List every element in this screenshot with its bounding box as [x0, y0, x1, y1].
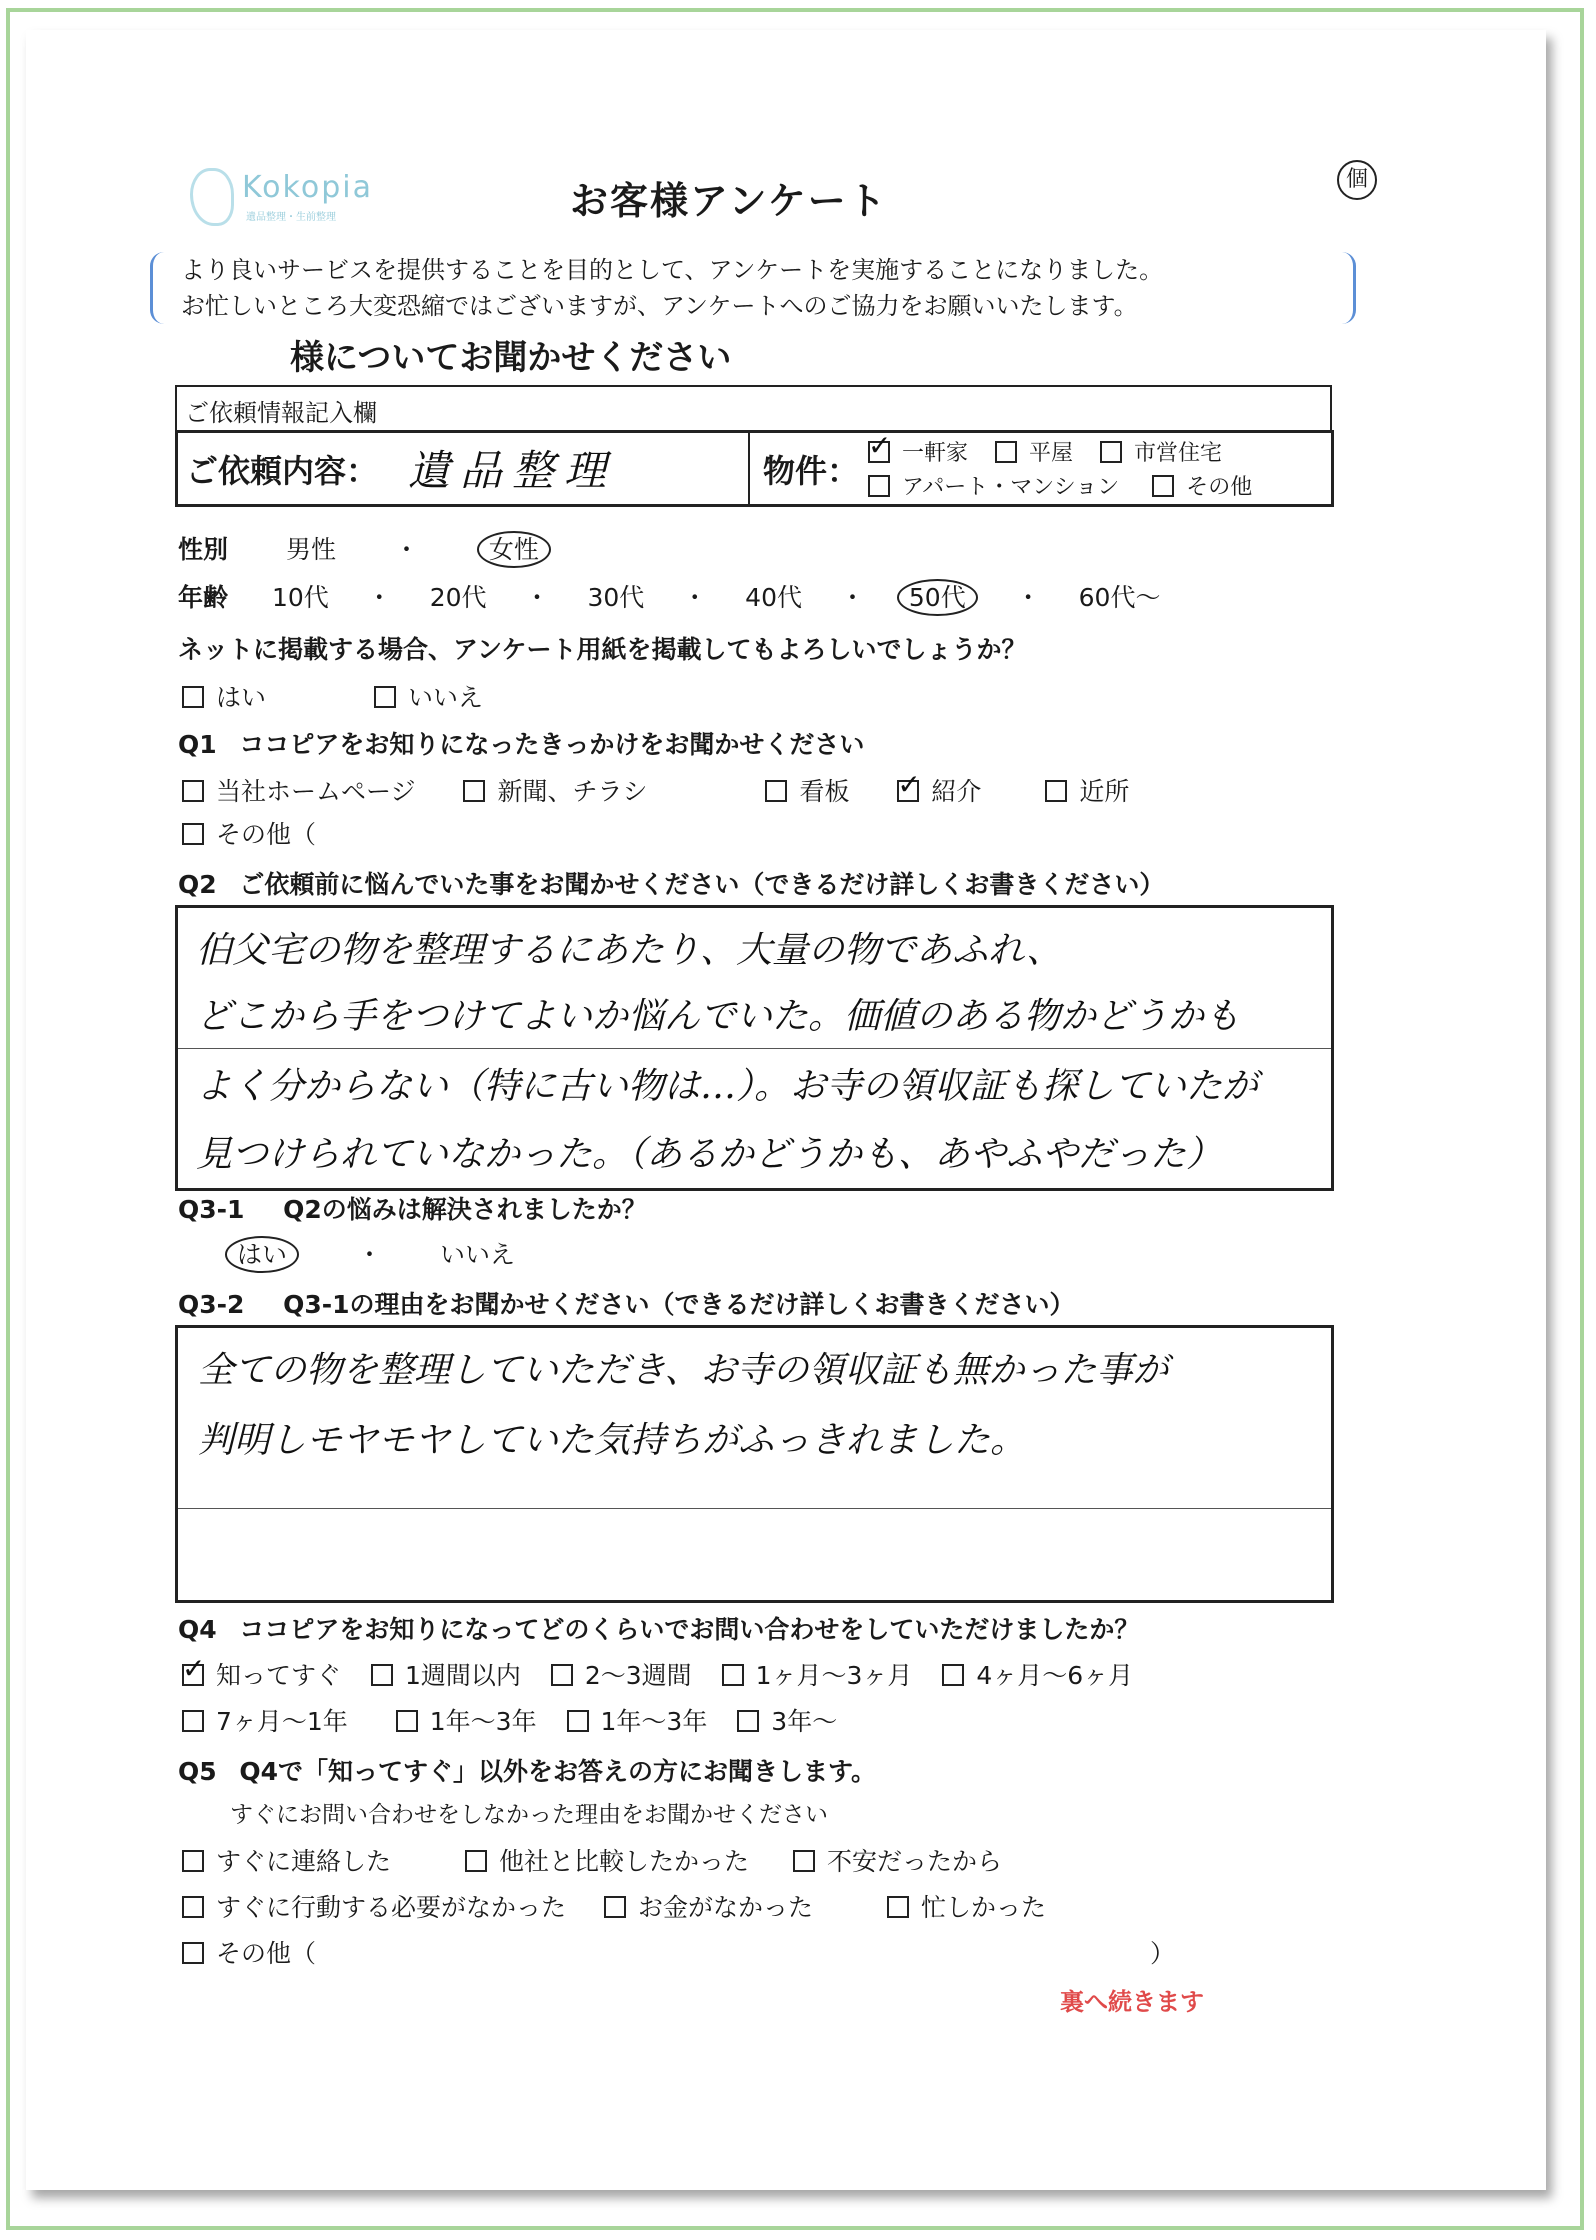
q5-option-no-money[interactable]: お金がなかった: [604, 1893, 813, 1922]
checkbox-icon[interactable]: [182, 1896, 204, 1918]
q2-answer-box[interactable]: [175, 905, 1334, 1191]
gender-option-female[interactable]: 女性: [477, 531, 551, 568]
age-option-40s[interactable]: 40代: [745, 583, 802, 612]
q4-question: ココピアをお知りになってどのくらいでお問い合わせをしていただけましたか？: [239, 1615, 1140, 1644]
publish-options: [182, 678, 483, 714]
checkbox-icon[interactable]: [793, 1850, 815, 1872]
property-checkbox-bungalow[interactable]: 平屋: [995, 441, 1073, 466]
q2-answer-line-1: 伯父宅の物を整理するにあたり、大量の物であふれ、: [196, 930, 1063, 971]
separator: ・: [524, 583, 550, 612]
checkbox-icon[interactable]: [995, 441, 1017, 463]
q4-option-within-1-week[interactable]: 1週間以内: [371, 1661, 521, 1690]
checkbox-icon[interactable]: [182, 780, 204, 802]
checkbox-icon[interactable]: [765, 780, 787, 802]
q3-2-answer-line-2: 判明しモヤモヤしていた気持ちがふっきれました。: [198, 1420, 1027, 1461]
q5-subquestion: すぐにお問い合わせをしなかった理由をお聞かせください: [230, 1802, 828, 1828]
publish-no-checkbox[interactable]: いいえ: [374, 683, 483, 712]
q3-2-answer-box[interactable]: [175, 1325, 1334, 1603]
gender-row: [178, 530, 551, 566]
q1-options-row-1: [182, 772, 1129, 808]
property-checkbox-other[interactable]: その他: [1152, 475, 1252, 500]
checkbox-icon[interactable]: [182, 1942, 204, 1964]
checkbox-icon[interactable]: [465, 1850, 487, 1872]
q3-2-question: Q3-1の理由をお聞かせください（できるだけ詳しくお書きください）: [283, 1290, 1075, 1319]
q4-number: Q4: [178, 1615, 217, 1644]
q4-option-4-6-months[interactable]: 4ヶ月〜6ヶ月: [942, 1661, 1133, 1690]
intro-text: [150, 252, 1356, 324]
q4-option-7-months-1-year[interactable]: 7ヶ月〜1年: [182, 1707, 348, 1736]
age-option-20s[interactable]: 20代: [429, 583, 487, 612]
q1-option-other[interactable]: その他（: [182, 820, 316, 849]
q5-option-other[interactable]: その他（: [182, 1939, 316, 1968]
q5-option-contacted-immediately[interactable]: すぐに連絡した: [182, 1847, 391, 1876]
continued-note: 裏へ続きます: [1060, 1988, 1204, 2016]
q5-options-row-2: [182, 1888, 1046, 1924]
q1-option-homepage[interactable]: 当社ホームページ: [182, 777, 416, 806]
property-label: 物件：: [763, 452, 860, 490]
q4-options-row-1: [182, 1656, 1133, 1692]
q5-heading: [178, 1752, 876, 1788]
checkbox-icon[interactable]: [182, 1850, 204, 1872]
checkbox-icon[interactable]: [722, 1664, 744, 1686]
gender-label: 性別: [178, 535, 229, 564]
checkbox-icon[interactable]: [1045, 780, 1067, 802]
q2-answer-line-3: よく分からない（特に古い物は…）。お寺の領収証も探していたが: [196, 1066, 1259, 1107]
checkbox-icon[interactable]: [182, 1664, 204, 1686]
checkbox-icon[interactable]: [182, 823, 204, 845]
q3-1-number: Q3-1: [178, 1195, 245, 1224]
q5-option-anxious[interactable]: 不安だったから: [793, 1847, 1002, 1876]
separator: ・: [356, 1240, 382, 1269]
checkbox-icon[interactable]: [551, 1664, 573, 1686]
q5-number: Q5: [178, 1757, 217, 1786]
checkbox-icon[interactable]: [182, 1710, 204, 1732]
separator: ・: [1015, 583, 1041, 612]
checkbox-icon[interactable]: [604, 1896, 626, 1918]
publish-question: ネットに掲載する場合、アンケート用紙を掲載してもよろしいでしょうか？: [178, 635, 1027, 664]
q4-option-1-3-years-b[interactable]: 1年〜3年: [567, 1707, 708, 1736]
checkbox-icon[interactable]: [1100, 441, 1122, 463]
survey-title: お客様アンケート: [570, 179, 888, 223]
separator: ・: [682, 583, 708, 612]
q4-option-immediately[interactable]: ✓知ってすぐ: [182, 1661, 341, 1690]
divider: [178, 1048, 1331, 1049]
separator: ・: [839, 583, 865, 612]
age-row: [178, 578, 1160, 614]
checkbox-icon[interactable]: [396, 1710, 418, 1732]
q3-1-option-no[interactable]: いいえ: [439, 1240, 515, 1269]
q1-heading: [178, 725, 864, 761]
separator: ・: [366, 583, 392, 612]
age-option-60s[interactable]: 60代〜: [1078, 583, 1161, 612]
q4-option-2-3-weeks[interactable]: 2〜3週間: [551, 1661, 692, 1690]
q5-options-row-1: [182, 1842, 1002, 1878]
q4-option-3-years-plus[interactable]: 3年〜: [737, 1707, 837, 1736]
request-content-label: ご依頼内容：: [186, 452, 379, 490]
q2-answer-line-2: どこから手をつけてよいか悩んでいた。価値のある物かどうかも: [196, 996, 1241, 1037]
checkbox-icon[interactable]: [1152, 475, 1174, 497]
q1-option-newspaper[interactable]: 新聞、チラシ: [463, 777, 647, 806]
q4-option-1-3-months[interactable]: 1ヶ月〜3ヶ月: [722, 1661, 913, 1690]
q3-2-heading: [178, 1285, 1075, 1321]
checkbox-icon[interactable]: [463, 780, 485, 802]
q3-1-option-yes[interactable]: はい: [225, 1236, 299, 1273]
publish-yes-checkbox[interactable]: はい: [182, 683, 266, 712]
q5-option-busy[interactable]: 忙しかった: [887, 1893, 1046, 1922]
intro-line-1: より良いサービスを提供することを目的として、アンケートを実施することになりました。: [181, 256, 1164, 284]
property-checkbox-apartment[interactable]: アパート・マンション: [868, 475, 1119, 500]
age-label: 年齢: [178, 583, 229, 612]
q4-heading: [178, 1610, 1139, 1646]
property-checkbox-house[interactable]: ✓ 一軒家: [868, 441, 968, 466]
q1-option-signboard[interactable]: 看板: [765, 777, 849, 806]
checkbox-icon[interactable]: [374, 686, 396, 708]
checkbox-icon[interactable]: [567, 1710, 589, 1732]
checkbox-icon[interactable]: [182, 686, 204, 708]
q1-option-referral[interactable]: ✓ 紹介: [897, 777, 981, 806]
age-option-50s[interactable]: 50代: [897, 579, 978, 616]
q1-option-neighborhood[interactable]: 近所: [1045, 777, 1129, 806]
q3-1-options: [225, 1235, 515, 1271]
intro-line-2: お忙しいところ大変恐縮ではございますが、アンケートへのご協力をお願いいたします。: [181, 292, 1138, 320]
personal-mark: 個: [1337, 160, 1377, 200]
section-heading: 様についてお聞かせください: [290, 338, 732, 378]
q1-question: ココピアをお知りになったきっかけをお聞かせください: [239, 730, 865, 759]
q4-option-1-3-years-a[interactable]: 1年〜3年: [396, 1707, 537, 1736]
checkbox-icon[interactable]: [868, 475, 890, 497]
gender-option-male[interactable]: 男性: [285, 535, 336, 564]
request-info-caption: ご依頼情報記入欄: [185, 399, 377, 427]
q2-question: ご依頼前に悩んでいた事をお聞かせください（できるだけ詳しくお書きください）: [239, 870, 1165, 899]
q2-heading: [178, 865, 1164, 901]
checkbox-icon[interactable]: [868, 441, 890, 463]
q3-1-heading: [178, 1190, 647, 1226]
checkbox-icon[interactable]: [371, 1664, 393, 1686]
divider: [178, 1508, 1331, 1509]
q1-number: Q1: [178, 730, 217, 759]
q3-2-number: Q3-2: [178, 1290, 245, 1319]
request-info-box: [175, 430, 1334, 507]
q5-option-compare-others[interactable]: 他社と比較したかった: [465, 1847, 749, 1876]
age-option-10s[interactable]: 10代: [271, 583, 329, 612]
request-info-header: [175, 385, 1332, 433]
q4-options-row-2: [182, 1702, 837, 1738]
property-options-row-2: [868, 470, 1252, 501]
separator: ・: [393, 535, 419, 564]
request-content-value[interactable]: 遺品整理: [408, 446, 617, 495]
q5-other-close: ）: [1150, 1939, 1176, 1968]
age-option-30s[interactable]: 30代: [587, 583, 645, 612]
property-checkbox-public-housing[interactable]: 市営住宅: [1100, 441, 1222, 466]
q5-options-row-3: [182, 1934, 316, 1970]
leaf-icon: [190, 168, 234, 226]
logo-name: Kokopia: [242, 170, 373, 205]
q1-options-row-2: [182, 815, 316, 851]
checkbox-icon[interactable]: [737, 1710, 759, 1732]
property-options-row-1: [868, 436, 1222, 467]
q3-1-question: Q2の悩みは解決されましたか？: [283, 1195, 647, 1224]
q5-option-no-need[interactable]: すぐに行動する必要がなかった: [182, 1893, 566, 1922]
divider: [748, 432, 750, 504]
logo-subtitle: 遺品整理・生前整理: [246, 212, 336, 223]
q2-answer-line-4: 見つけられていなかった。（あるかどうかも、あやふやだった）: [196, 1134, 1223, 1175]
checkbox-icon[interactable]: [887, 1896, 909, 1918]
checkbox-icon[interactable]: [942, 1664, 964, 1686]
q3-2-answer-line-1: 全ての物を整理していただき、お寺の領収証も無かった事が: [198, 1350, 1169, 1391]
q5-question: Q4で「知ってすぐ」以外をお答えの方にお聞きします。: [239, 1757, 877, 1786]
q2-number: Q2: [178, 870, 217, 899]
checkbox-icon[interactable]: [897, 780, 919, 802]
